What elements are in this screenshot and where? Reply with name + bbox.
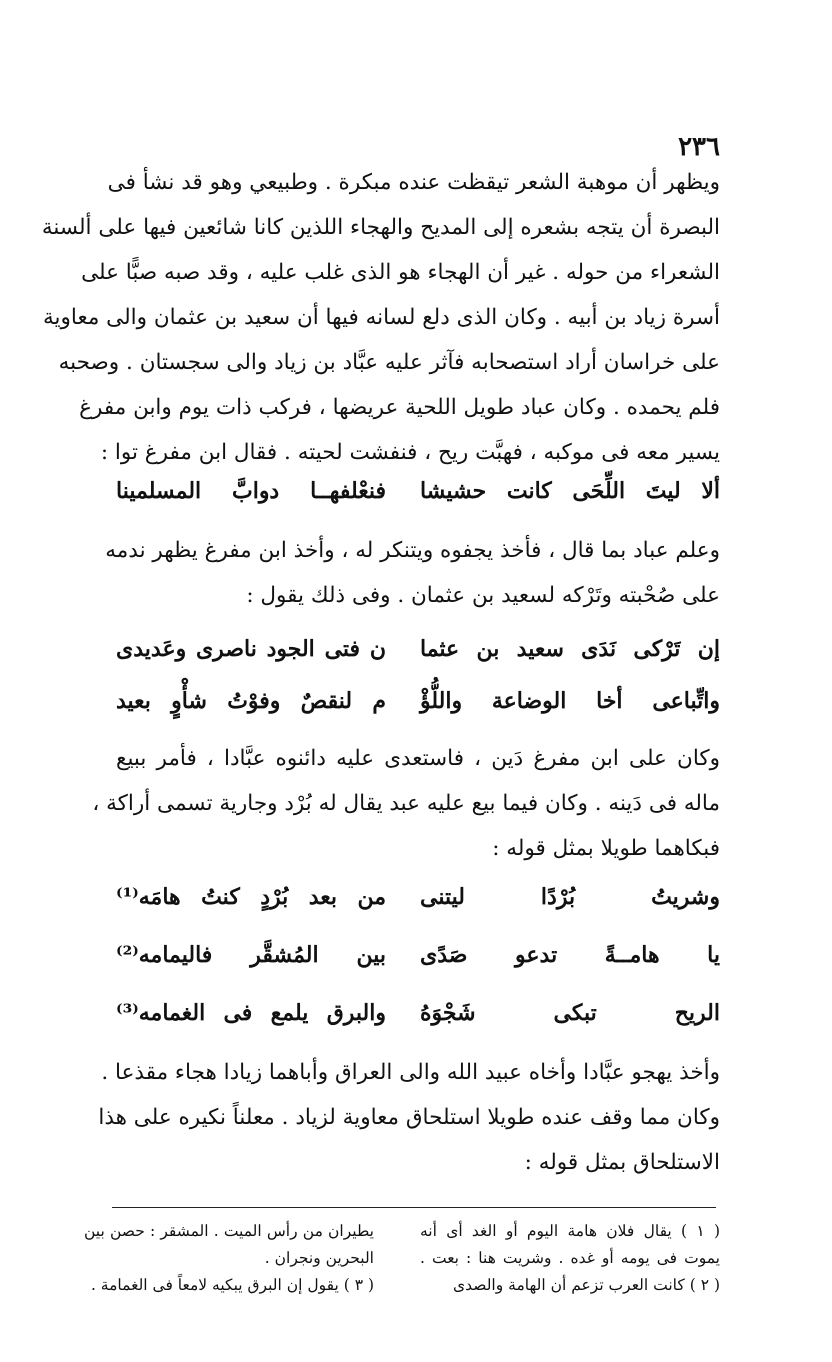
footnotes-left-column <box>84 1218 374 1299</box>
verse-line <box>116 942 720 990</box>
verse-line <box>116 478 720 526</box>
footnote-line: ( ٢ ) كانت العرب تزعم أن الهامة والصدى <box>453 1276 720 1294</box>
text-line: فبكاهما طويلا بمثل قوله : <box>492 836 720 861</box>
verse-second-hemistich: ن فتى الجود ناصرى وعَديدى <box>116 636 386 662</box>
text-line: ماله فى دَينه . وكان فيما بيع عليه عبد يقال له بُرْد وجارية تسمى أراكة ، <box>92 791 720 816</box>
paragraph-3 <box>92 736 720 871</box>
text-line: الاستلحاق بمثل قوله : <box>524 1150 720 1175</box>
text-line: وكان على ابن مفرغ دَين ، فاستعدى عليه دائنوه عبَّادا ، فأمر ببيع <box>116 746 720 771</box>
verse-first-hemistich: يا هامــةً تدعو صَدًى <box>420 942 720 968</box>
footnote-line: يطيران من رأس الميت . المشقر : حصن بين <box>84 1222 374 1240</box>
footnote-line: ( ٣ ) يقول إن البرق يبكيه لامعاً فى الغمامة . <box>90 1276 374 1294</box>
verse-first-hemistich: وشريتُ بُرْدًا ليتنى <box>420 884 720 910</box>
paragraph-4 <box>98 1050 720 1185</box>
text-line: فلم يحمده . وكان عباد طويل اللحية عريضها ، فركب ذات يوم وابن مفرغ <box>79 395 720 420</box>
text-line: على صُحْبته وتَرْكه لسعيد بن عثمان . وفى ذلك يقول : <box>246 583 720 608</box>
footnote-line: ( ١ ) يقال فلان هامة اليوم أو الغد أى أنه <box>420 1222 720 1240</box>
verse-second-hemistich: م لنقصٌ وفوْتُ شأْوٍ بعيد <box>116 688 386 714</box>
verse-second-hemistich: بين المُشقَّر فاليمامه⁽²⁾ <box>116 942 386 968</box>
page-number: ٢٣٦ <box>678 132 720 162</box>
text-line: على خراسان أراد استصحابه فآثر عليه عبَّاد بن زياد والى سجستان . وصحبه <box>58 350 720 375</box>
text-line: الشعراء من حوله . غير أن الهجاء هو الذى غلب عليه ، وقد صبه صبًّا على <box>81 260 720 285</box>
verse-line <box>116 1000 720 1048</box>
verse-first-hemistich: ألا ليتَ اللِّحَى كانت حشيشا <box>420 478 720 504</box>
text-line: وأخذ يهجو عبَّادا وأخاه عبيد الله والى العراق وأباهما زيادا هجاء مقذعا . <box>101 1060 720 1085</box>
footnotes-right-column <box>420 1218 720 1299</box>
verse-first-hemistich: إن تَرْكى نَدَى سعيد بن عثما <box>420 636 720 662</box>
footnote-line: البحرين ونجران . <box>264 1249 374 1267</box>
verse-first-hemistich: الريح تبكى شَجْوَهُ <box>420 1000 720 1026</box>
text-line: وعلم عباد بما قال ، فأخذ يجفوه ويتنكر له ، وأخذ ابن مفرغ يظهر ندمه <box>105 538 720 563</box>
verse-second-hemistich: والبرق يلمع فى الغمامه⁽³⁾ <box>116 1000 386 1026</box>
verse-line <box>116 884 720 932</box>
text-line: وكان مما وقف عنده طويلا استلحاق معاوية لزياد . معلناً نكيره على هذا <box>98 1105 720 1130</box>
verse-second-hemistich: فنعْلفهــا دوابَّ المسلمينا <box>116 478 386 504</box>
verse-line <box>116 688 720 736</box>
text-line: أسرة زياد بن أبيه . وكان الذى دلع لسانه فيها أن سعيد بن عثمان والى معاوية <box>43 305 720 330</box>
verse-second-hemistich: من بعد بُرْدٍ كنتُ هامَه⁽¹⁾ <box>116 884 386 910</box>
paragraph-1 <box>41 160 720 475</box>
text-line: ويظهر أن موهبة الشعر تيقظت عنده مبكرة . وطبيعي وهو قد نشأ فى <box>107 170 720 195</box>
footnote-divider <box>112 1207 716 1208</box>
paragraph-2 <box>105 528 720 618</box>
text-line: البصرة أن يتجه بشعره إلى المديح والهجاء اللذين كانا شائعين فيها على ألسنة <box>41 215 720 240</box>
text-line: يسير معه فى موكبه ، فهبَّت ريح ، فنفشت لحيته . فقال ابن مفرغ توا : <box>100 440 720 465</box>
footnote-line: يموت فى يومه أو غده . وشريت هنا : بعت . <box>420 1249 720 1267</box>
verse-first-hemistich: واتِّباعى أخا الوضاعة واللُّؤْ <box>420 688 720 714</box>
verse-line <box>116 636 720 684</box>
